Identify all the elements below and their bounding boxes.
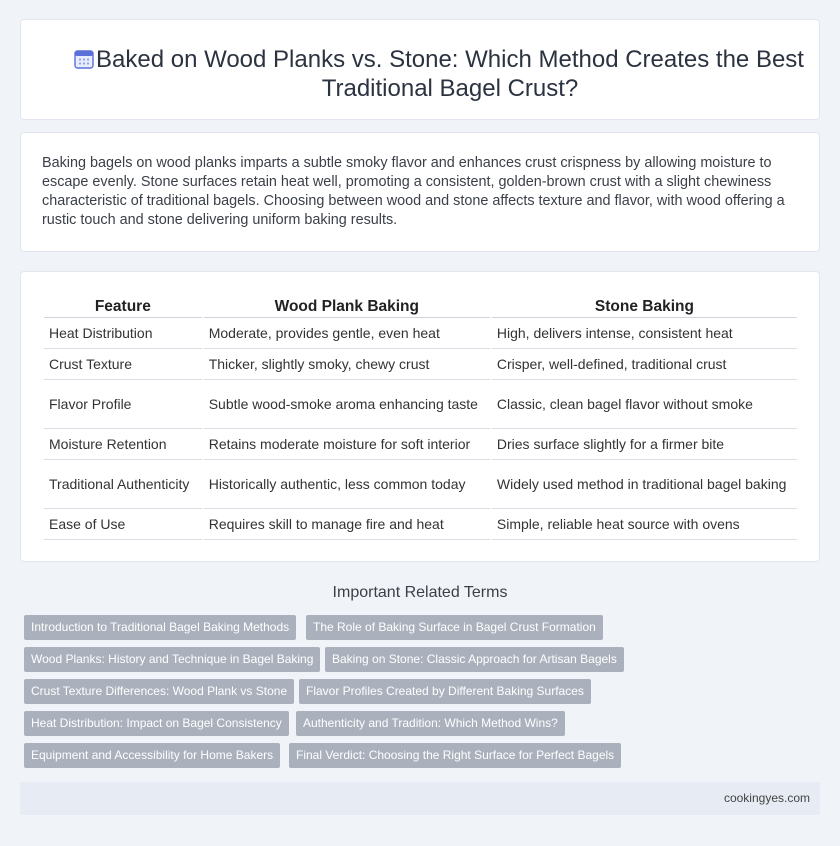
- table-row: [44, 349, 797, 380]
- footer-site-name: cookingyes.com: [723, 791, 810, 805]
- related-term-tag[interactable]: Equipment and Accessibility for Home Bakers: [24, 743, 280, 768]
- cell-wood: Thicker, slightly smoky, chewy crust: [204, 349, 490, 380]
- header-feature: Feature: [44, 296, 202, 318]
- related-term-tag[interactable]: Crust Texture Differences: Wood Plank vs Stone: [24, 679, 294, 704]
- comparison-table: [42, 296, 799, 540]
- related-term-tag[interactable]: The Role of Baking Surface in Bagel Crust Formation: [306, 615, 603, 640]
- intro-card: [20, 132, 820, 252]
- cell-wood: Subtle wood-smoke aroma enhancing taste: [204, 380, 490, 429]
- cell-feature: Crust Texture: [44, 349, 202, 380]
- related-term-tag[interactable]: Introduction to Traditional Bagel Baking Methods: [24, 615, 296, 640]
- cell-feature: Heat Distribution: [44, 318, 202, 349]
- cell-feature: Flavor Profile: [44, 380, 202, 429]
- related-terms-heading: Important Related Terms: [332, 584, 508, 601]
- header-wood-plank: Wood Plank Baking: [204, 296, 490, 318]
- header-stone: Stone Baking: [492, 296, 797, 318]
- cell-stone: Crisper, well-defined, traditional crust: [492, 349, 797, 380]
- comparison-card: [20, 271, 820, 562]
- title-card: [20, 19, 820, 120]
- cell-stone: Simple, reliable heat source with ovens: [492, 509, 797, 540]
- related-term-tag[interactable]: Final Verdict: Choosing the Right Surface for Perfect Bagels: [289, 743, 621, 768]
- cell-feature: Traditional Authenticity: [44, 460, 202, 509]
- related-term-tag[interactable]: Wood Planks: History and Technique in Bagel Baking: [24, 647, 320, 672]
- table-row: [44, 509, 797, 540]
- cell-feature: Moisture Retention: [44, 429, 202, 460]
- related-term-tag[interactable]: Authenticity and Tradition: Which Method Wins?: [296, 711, 565, 736]
- table-row: [44, 429, 797, 460]
- footer: [20, 782, 820, 815]
- cell-stone: Widely used method in traditional bagel baking: [492, 460, 797, 509]
- cell-stone: Classic, clean bagel flavor without smoke: [492, 380, 797, 429]
- cell-wood: Requires skill to manage fire and heat: [204, 509, 490, 540]
- table-row: [44, 380, 797, 429]
- table-header-row: [44, 296, 797, 318]
- table-row: [44, 460, 797, 509]
- cell-wood: Historically authentic, less common today: [204, 460, 490, 509]
- table-row: [44, 318, 797, 349]
- related-term-tag[interactable]: Baking on Stone: Classic Approach for Artisan Bagels: [325, 647, 624, 672]
- cell-feature: Ease of Use: [44, 509, 202, 540]
- cell-stone: Dries surface slightly for a firmer bite: [492, 429, 797, 460]
- cell-wood: Retains moderate moisture for soft interior: [204, 429, 490, 460]
- page-title: Baked on Wood Planks vs. Stone: Which Method Creates the Best Traditional Bagel Crust?: [96, 46, 804, 102]
- cell-stone: High, delivers intense, consistent heat: [492, 318, 797, 349]
- cell-wood: Moderate, provides gentle, even heat: [204, 318, 490, 349]
- related-term-tag[interactable]: Flavor Profiles Created by Different Baking Surfaces: [299, 679, 591, 704]
- intro-paragraph: Baking bagels on wood planks imparts a subtle smoky flavor and enhances crust crispness by allowing moisture to escape evenly. Stone surfaces retain heat well, promoting a consistent, golden-brown crust with a slight chewiness characteristic of traditional bagels. Choosing between wood and stone affects texture and flavor, with wood offering a rustic touch and stone delivering uniform baking results.: [42, 155, 785, 228]
- related-term-tag[interactable]: Heat Distribution: Impact on Bagel Consistency: [24, 711, 289, 736]
